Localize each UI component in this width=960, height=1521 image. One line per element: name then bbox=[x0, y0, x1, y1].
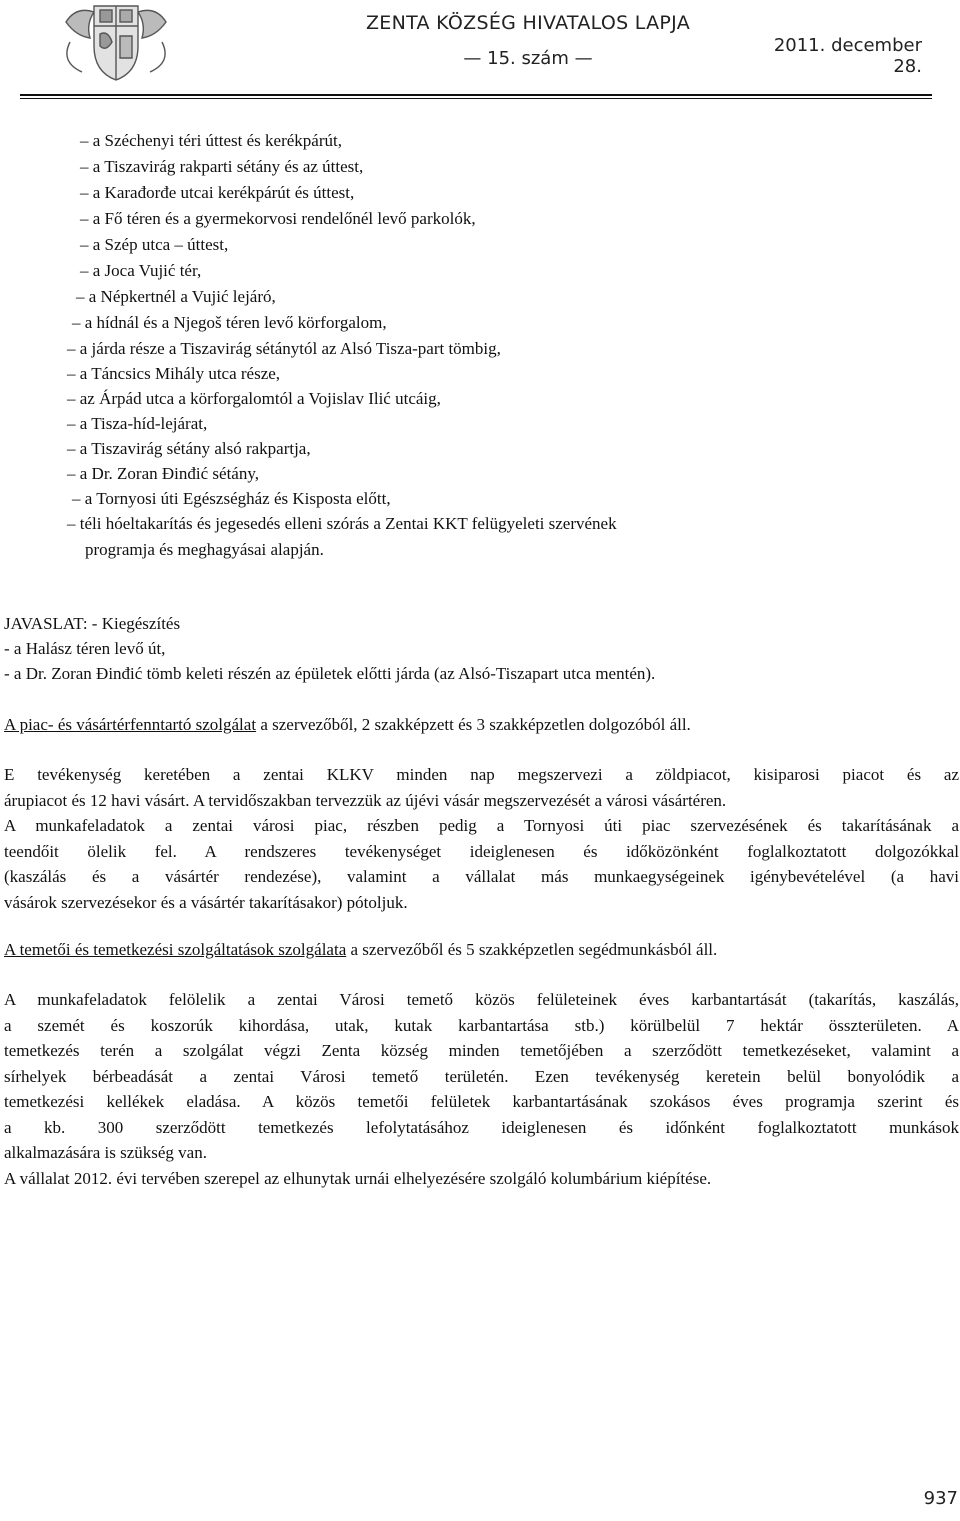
journal-title: ZENTA KÖZSÉG HIVATALOS LAPJA bbox=[365, 12, 691, 34]
paragraph-line: sírhelyek bérbeadását a zentai Városi temető területén. Ezen tevékenység keretein belül bonyolódik a bbox=[4, 1066, 959, 1086]
list-item: – a Karađorđe utcai kerékpárút és úttest, bbox=[80, 183, 355, 202]
paragraph-line: E tevékenység keretében a zentai KLKV minden nap megszervezi a zöldpiacot, kisiparosi piacot és az bbox=[4, 765, 959, 784]
coat-of-arms-icon bbox=[56, 2, 176, 82]
paragraph-line: temetkezési kellékek eladása. A közös temetői felületek karbantartásának szokásos éves programja szerint és bbox=[4, 1092, 959, 1111]
header-rule bbox=[20, 94, 932, 96]
paragraph-line: A munkafeladatok felölelik a zentai Városi temető közös felületeinek éves karbantartását (takarítás, kaszálás, bbox=[4, 990, 959, 1009]
issue-date: 2011. december 28. bbox=[773, 35, 922, 77]
issue-number: — 15. szám — bbox=[463, 48, 593, 69]
list-item: – a Széchenyi téri úttest és kerékpárút, bbox=[80, 131, 342, 150]
market-service-name: A piac- és vásártérfenntartó szolgálat bbox=[4, 715, 257, 734]
list-item: – a Tiszavirág rakparti sétány és az úttest, bbox=[80, 157, 364, 176]
list-item: – a Népkertnél a Vujić lejáró, bbox=[76, 287, 276, 306]
paragraph-line: (kaszálás és a vásártér rendezése), valamint a vállalat más munkaegységeinek igénybevételével (a havi bbox=[4, 867, 959, 886]
paragraph-line: A vállalat 2012. évi tervében szerepel az elhunytak urnái elhelyezésére szolgáló kolumbárium kiépítése. bbox=[4, 1168, 712, 1188]
list-item: – a Tiszavirág sétány alsó rakpartja, bbox=[67, 439, 311, 458]
list-item-continuation: programja és meghagyásai alapján. bbox=[85, 540, 324, 559]
market-service-intro: A piac- és vásártérfenntartó szolgálat a szervezőből, 2 szakképzett és 3 szakképzetlen dolgozóból áll. bbox=[4, 715, 691, 734]
paragraph-line: teendőit ölelik fel. A rendszeres tevékenységet ideiglenesen és időközönként foglalkoztatott dolgozókkal bbox=[4, 841, 959, 861]
list-item: – a hídnál és a Njegoš téren levő körforgalom, bbox=[72, 313, 387, 332]
cemetery-paragraph bbox=[4, 987, 959, 1191]
paragraph-line: árupiacot és 12 havi vásárt. A tervidőszakban tervezzük az újévi vásár megszervezését a városi vásártéren. bbox=[4, 790, 727, 810]
list-item: – az Árpád utca a körforgalomtól a Vojislav Ilić utcáig, bbox=[67, 389, 441, 408]
page-number: 937 bbox=[923, 1488, 958, 1509]
paragraph-line: temetkezés terén a szolgálat végzi Zenta község minden temetőjében a szerződött temetkezéseket, valamint a bbox=[4, 1041, 959, 1060]
list-item: – a Joca Vujić tér, bbox=[80, 261, 202, 280]
paragraph-line: vásárok szervezésekor és a vásártér takarításakor) pótoljuk. bbox=[4, 892, 408, 912]
proposal-heading: JAVASLAT: - Kiegészítés bbox=[4, 614, 181, 633]
list-item: – a Szép utca – úttest, bbox=[80, 235, 229, 254]
paragraph-line: A munkafeladatok a zentai városi piac, részben pedig a Tornyosi úti piac szervezésének és takarításának a bbox=[4, 816, 959, 835]
paragraph-line: a szemét és koszorúk kihordása, utak, kutak karbantartása stb.) körülbelül 7 hektár összterületen. A bbox=[4, 1015, 959, 1035]
list-item: – a Tornyosi úti Egészségház és Kisposta előtt, bbox=[72, 489, 391, 508]
cemetery-service-name: A temetői és temetkezési szolgáltatások szolgálata bbox=[4, 940, 347, 959]
list-item: – a Dr. Zoran Đinđić sétány, bbox=[67, 464, 259, 483]
list-item: – a Fő téren és a gyermekorvosi rendelőnél levő parkolók, bbox=[80, 209, 476, 228]
proposal-item: - a Halász téren levő út, bbox=[4, 639, 166, 658]
list-item: – téli hóeltakarítás és jegesedés elleni szórás a Zentai KKT felügyeleti szervének bbox=[67, 514, 617, 533]
proposal-item: - a Dr. Zoran Đinđić tömb keleti részén az épületek előtti járda (az Alsó-Tiszapart utca mentén). bbox=[4, 664, 656, 683]
page-header bbox=[0, 0, 960, 100]
list-item: – a Tisza-híd-lejárat, bbox=[67, 414, 208, 433]
paragraph-line: a kb. 300 szerződött temetkezés lefolytatásához ideiglenesen és időnként foglalkoztatott munkások bbox=[4, 1117, 959, 1137]
paragraph-line: alkalmazására is szükség van. bbox=[4, 1143, 207, 1162]
list-item: – a Táncsics Mihály utca része, bbox=[67, 364, 281, 383]
market-paragraph bbox=[4, 762, 959, 915]
header-rule-thin bbox=[20, 98, 932, 99]
list-item: – a járda része a Tiszavirág sétánytól az Alsó Tisza-part tömbig, bbox=[67, 339, 501, 358]
cemetery-service-intro: A temetői és temetkezési szolgáltatások szolgálata a szervezőből és 5 szakképzetlen segédmunkásból áll. bbox=[4, 940, 718, 959]
